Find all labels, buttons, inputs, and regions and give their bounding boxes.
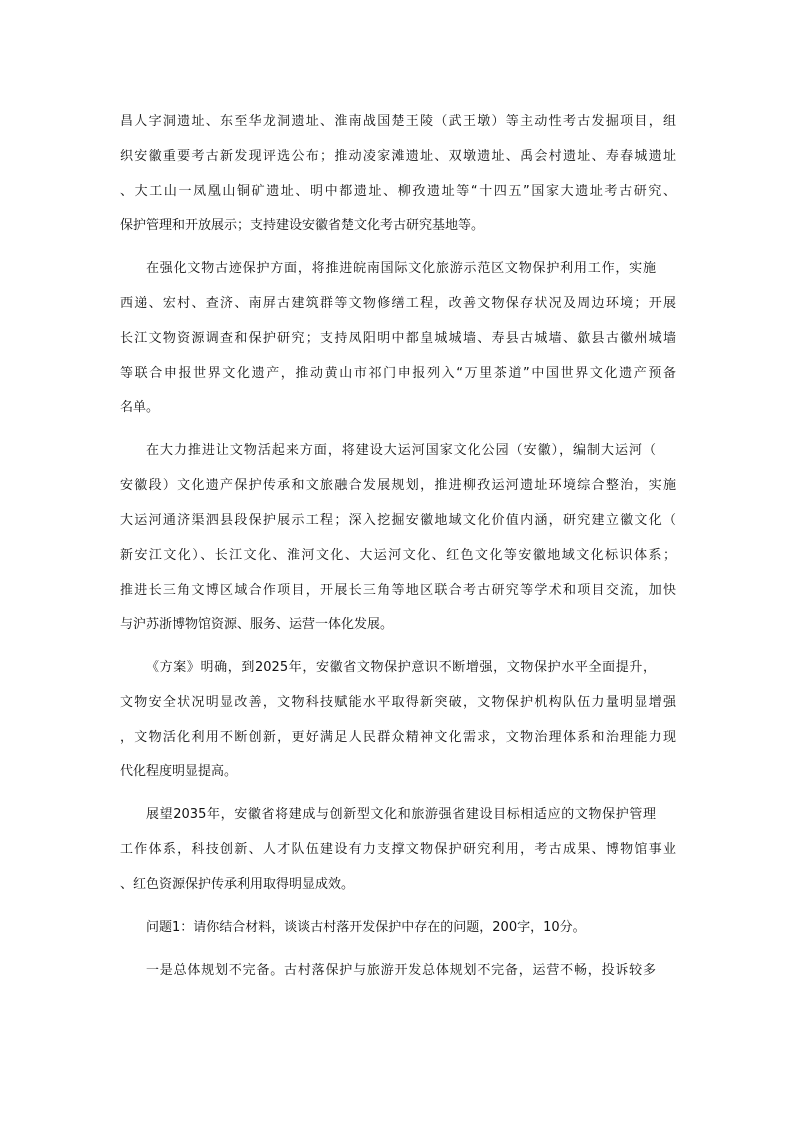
text-line-14: 推进长三角文博区域合作项目，开展长三角等地区联合考古研究等学术和项目交流，加快 (120, 583, 676, 598)
text-line-3: 、大工山一凤凰山铜矿遗址、明中都遗址、柳孜遗址等“十四五”国家大遗址考古研究、 (120, 184, 676, 199)
text-line-8: 等联合申报世界文化遗产，推动黄山市祁门申报列入“万里茶道”中国世界文化遗产预备 (120, 366, 676, 381)
text-line-10: 在大力推进让文物活起来方面，将建设大运河国家文化公园（安徽），编制大运河（ (146, 443, 656, 458)
text-line-4: 保护管理和开放展示；支持建设安徽省楚文化考古研究基地等。 (120, 218, 485, 233)
text-line-2: 织安徽重要考古新发现评选公布；推动凌家滩遗址、双墩遗址、禹会村遗址、寿春城遗址 (120, 149, 676, 164)
text-line-17: 文物安全状况明显改善，文物科技赋能水平取得新突破，文物保护机构队伍力量明显增强 (120, 695, 676, 710)
text-line-12: 大运河通济渠泗县段保护展示工程；深入挖掘安徽地域文化价值内涵，研究建立徽文化（ (120, 513, 676, 528)
text-line-16: 《方案》明确，到2025年，安徽省文物保护意识不断增强，文物保护水平全面提升， (146, 660, 656, 675)
text-line-18: ，文物活化利用不断创新，更好满足人民群众精神文化需求，文物治理体系和治理能力现 (120, 730, 676, 745)
text-line-5: 在强化文物古迹保护方面，将推进皖南国际文化旅游示范区文物保护利用工作，实施 (146, 261, 656, 276)
text-line-6: 西递、宏村、查济、南屏古建筑群等文物修缮工程，改善文物保存状况及周边环境；开展 (120, 296, 676, 311)
text-line-7: 长江文物资源调查和保护研究；支持凤阳明中都皇城城墙、寿县古城墙、歙县古徽州城墙 (120, 331, 676, 346)
text-line-22: 、红色资源保护传承利用取得明显成效。 (120, 877, 355, 892)
text-line-1: 昌人字洞遗址、东至华龙洞遗址、淮南战国楚王陵（武王墩）等主动性考古发掘项目，组 (120, 114, 676, 129)
text-line-20: 展望2035年，安徽省将建成与创新型文化和旅游强省建设目标相适应的文物保护管理 (146, 807, 656, 822)
text-line-11: 安徽段）文化遗产保护传承和文旅融合发展规划，推进柳孜运河遗址环境综合整治，实施 (120, 478, 676, 493)
text-line-21: 工作体系，科技创新、人才队伍建设有力支撑文物保护研究利用，考古成果、博物馆事业 (120, 842, 676, 857)
answer-line: 一是总体规划不完备。古村落保护与旅游开发总体规划不完备，运营不畅，投诉较多 (146, 963, 656, 978)
text-line-13: 新安江文化）、长江文化、淮河文化、大运河文化、红色文化等安徽地域文化标识体系； (120, 548, 676, 563)
text-line-19: 代化程度明显提高。 (120, 764, 238, 779)
question-line: 问题1：请你结合材料，谈谈古村落开发保护中存在的问题，200字，10分。 (146, 920, 586, 935)
text-line-15: 与沪苏浙博物馆资源、服务、运营一体化发展。 (120, 617, 394, 632)
text-line-9: 名单。 (120, 400, 160, 415)
